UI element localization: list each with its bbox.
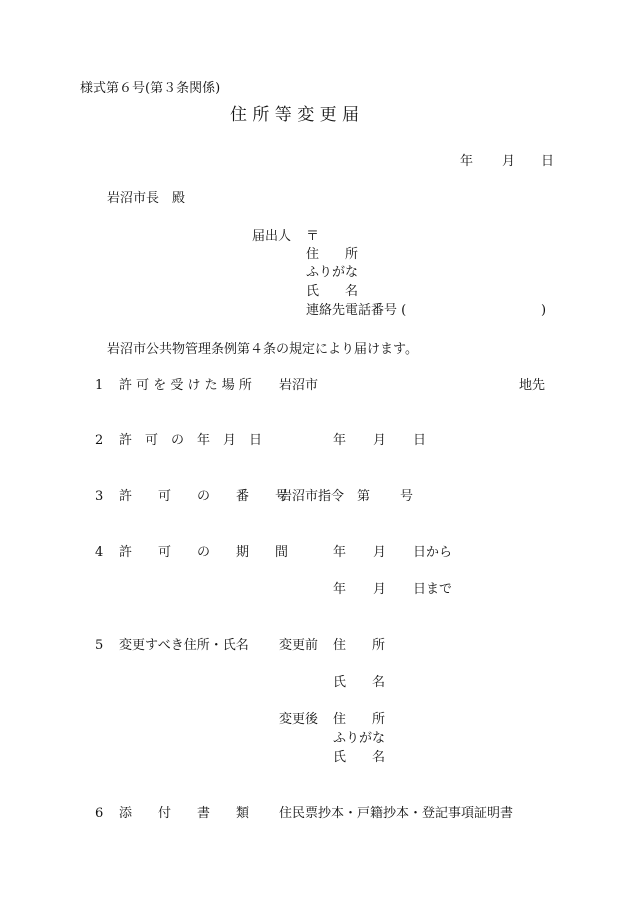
item-6-value: 住民票抄本・戸籍抄本・登記事項証明書 <box>279 806 514 821</box>
item-1-number: 1 <box>95 378 104 393</box>
item-4-to-month: 月 <box>373 582 387 597</box>
item-2-month: 月 <box>373 433 387 448</box>
item-2-label: 許 可 の 年 月 日 <box>119 433 263 448</box>
date-year: 年 <box>460 154 474 169</box>
item-5-before-label: 変更前 <box>279 638 319 653</box>
applicant-furigana-label: ふりがな <box>306 265 359 280</box>
page-title: 住 所 等 変 更 届 <box>230 105 360 125</box>
item-5-after-label: 変更後 <box>279 712 319 727</box>
item-4-from-day: 日から <box>413 545 453 560</box>
item-4-to-day: 日まで <box>413 582 453 597</box>
item-3-number: 3 <box>95 489 104 504</box>
item-5-number: 5 <box>95 638 104 653</box>
item-4-label: 許 可 の 期 間 <box>119 545 289 560</box>
applicant-address-label: 住 所 <box>306 247 359 262</box>
item-5-before-name: 氏 名 <box>333 675 386 690</box>
date-month: 月 <box>502 154 516 169</box>
item-2-number: 2 <box>95 433 104 448</box>
item-6-number: 6 <box>95 806 104 821</box>
item-1-city: 岩沼市 <box>279 378 319 393</box>
item-5-after-address: 住 所 <box>333 712 386 727</box>
item-5-label: 変更すべき住所・氏名 <box>119 638 249 653</box>
item-1-label: 許 可 を 受 け た 場 所 <box>119 378 252 393</box>
item-4-from-month: 月 <box>373 545 387 560</box>
item-6-label: 添 付 書 類 <box>119 806 250 821</box>
applicant-phone-label: 連絡先電話番号 ( <box>306 303 407 318</box>
postal-mark: 〒 <box>306 229 320 244</box>
date-day: 日 <box>541 154 555 169</box>
item-3-number-suffix: 号 <box>400 489 414 504</box>
form-number: 様式第６号(第３条関係) <box>80 81 221 96</box>
item-4-from-year: 年 <box>333 545 347 560</box>
item-5-after-furigana: ふりがな <box>333 731 386 746</box>
applicant-phone-close: ) <box>541 303 547 318</box>
item-2-day: 日 <box>413 433 427 448</box>
item-4-to-year: 年 <box>333 582 347 597</box>
item-3-label: 許 可 の 番 号 <box>119 489 289 504</box>
item-5-after-name: 氏 名 <box>333 750 386 765</box>
addressee: 岩沼市長 殿 <box>107 191 186 206</box>
applicant-name-label: 氏 名 <box>306 284 359 299</box>
item-2-year: 年 <box>333 433 347 448</box>
item-4-number: 4 <box>95 545 104 560</box>
item-3-order: 岩沼市指令 第 <box>279 489 371 504</box>
applicant-label: 届出人 <box>252 229 292 244</box>
item-5-before-address: 住 所 <box>333 638 386 653</box>
statement: 岩沼市公共物管理条例第４条の規定により届けます。 <box>107 342 418 357</box>
item-1-suffix: 地先 <box>519 378 546 393</box>
